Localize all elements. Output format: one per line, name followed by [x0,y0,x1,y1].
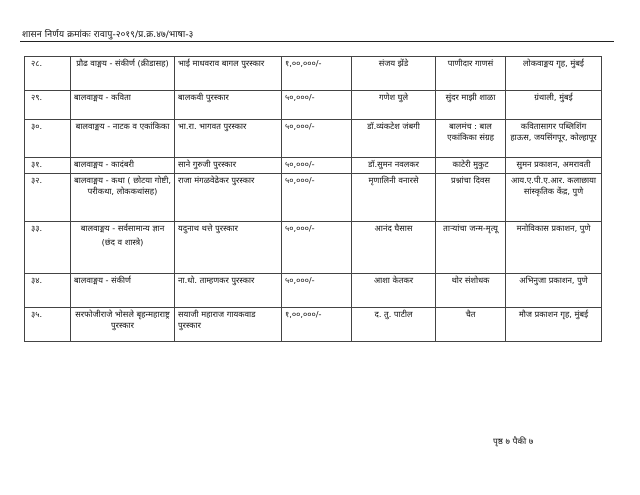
award-cell: यदुनाथ थत्ते पुरस्कार [175,222,282,274]
table-row [25,222,602,274]
author-cell: डॉ.व्यंकटेश जंबगी [352,120,436,158]
category-cell: बालवाङ्मय - कविता [71,91,175,120]
author-cell: संजय झेंडे [352,57,436,91]
book-cell: थोर संशोधक [436,274,506,308]
category-text: बालवाङ्मय - सर्वसामान्य ज्ञान [80,223,165,233]
author-cell: आशा केतकर [352,274,436,308]
table-row [25,174,602,222]
award-cell: भाई माधवराव बागल पुरस्कार [175,57,282,91]
category-cell: प्रौढ वाङ्मय - संकीर्ण (क्रीडासह) [71,57,175,91]
award-cell: राजा मंगळवेढेकर पुरस्कार [175,174,282,222]
document-header: शासन निर्णय क्रमांकः रावापु-२०१९/प्र.क्र.४७/भाषा-३ [22,30,194,40]
category-cell: बालवाङ्मय - कादंबरी [71,158,175,174]
amount-cell: ५०,०००/- [282,274,352,308]
serial-cell: ३२. [25,174,71,222]
header-rule [20,41,614,42]
serial-cell: २९. [25,91,71,120]
amount-cell: ५०,०००/- [282,174,352,222]
serial-cell: २८. [25,57,71,91]
award-cell: ना.धो. ताम्हणकर पुरस्कार [175,274,282,308]
amount-cell: १,००,०००/- [282,308,352,342]
category-cell [71,222,175,274]
category-cell: बालवाङ्मय - कथा ( छोटया गोष्टी, परीकथा, लोककथांसह) [71,174,175,222]
award-cell: बालकवी पुरस्कार [175,91,282,120]
author-cell: द. तु. पाटील [352,308,436,342]
award-cell: भा.रा. भागवत पुरस्कार [175,120,282,158]
table-row [25,274,602,308]
category-extra: (छंद व शास्त्रे) [101,237,144,247]
book-cell: ताऱ्यांचा जन्म-मृत्यू [436,222,506,274]
amount-cell: ५०,०००/- [282,91,352,120]
serial-cell: ३५. [25,308,71,342]
publisher-cell: आय.ए.पी.ए.आर. कलाछाया सांस्कृतिक केंद्र, पुणे [506,174,602,222]
author-cell: मृणालिनी वनारसे [352,174,436,222]
author-cell: आनंद घैसास [352,222,436,274]
author-cell: गणेश घुले [352,91,436,120]
awards-table [24,56,602,342]
book-cell: काटेरी मुकुट [436,158,506,174]
book-cell: बालमंच : बाल एकांकिका संग्रह [436,120,506,158]
publisher-cell: सुमन प्रकाशन, अमरावती [506,158,602,174]
amount-cell: १,००,०००/- [282,57,352,91]
category-cell: बालवाङ्मय - नाटक व एकांकिका [71,120,175,158]
book-cell: चैत [436,308,506,342]
table-row [25,57,602,91]
serial-cell: ३१. [25,158,71,174]
author-cell: डॉ.सुमन नवलकर [352,158,436,174]
table-row [25,120,602,158]
page-number: पृष्ठ ७ पैकी ७ [493,437,534,447]
book-cell: प्रश्नांचा दिवस [436,174,506,222]
table-row [25,158,602,174]
table-row [25,91,602,120]
serial-cell: ३०. [25,120,71,158]
serial-cell: ३४. [25,274,71,308]
publisher-cell: ग्रंथाली, मुंबई [506,91,602,120]
table-row [25,308,602,342]
serial-cell: ३३. [25,222,71,274]
category-cell: बालवाङ्मय - संकीर्ण [71,274,175,308]
amount-cell: ५०,०००/- [282,158,352,174]
book-cell: पाणीदार गाणसं [436,57,506,91]
amount-cell: ५०,०००/- [282,120,352,158]
publisher-cell: कवितासागर पब्लिशिंग हाऊस, जयसिंगपूर, कोल्हापूर [506,120,602,158]
amount-cell: ५०,०००/- [282,222,352,274]
category-cell: सरफोजीराजे भोसले बृहन्महाराष्ट्र पुरस्कार [71,308,175,342]
publisher-cell: अभिनुजा प्रकाशन, पुणे [506,274,602,308]
publisher-cell: लोकवाङ्मय गृह, मुंबई [506,57,602,91]
book-cell: सुंदर माझी शाळा [436,91,506,120]
publisher-cell: मनोविकास प्रकाशन, पुणे [506,222,602,274]
publisher-cell: मौज प्रकाशन गृह, मुंबई [506,308,602,342]
award-cell: सयाजी महाराज गायकवाड पुरस्कार [175,308,282,342]
award-cell: साने गुरुजी पुरस्कार [175,158,282,174]
